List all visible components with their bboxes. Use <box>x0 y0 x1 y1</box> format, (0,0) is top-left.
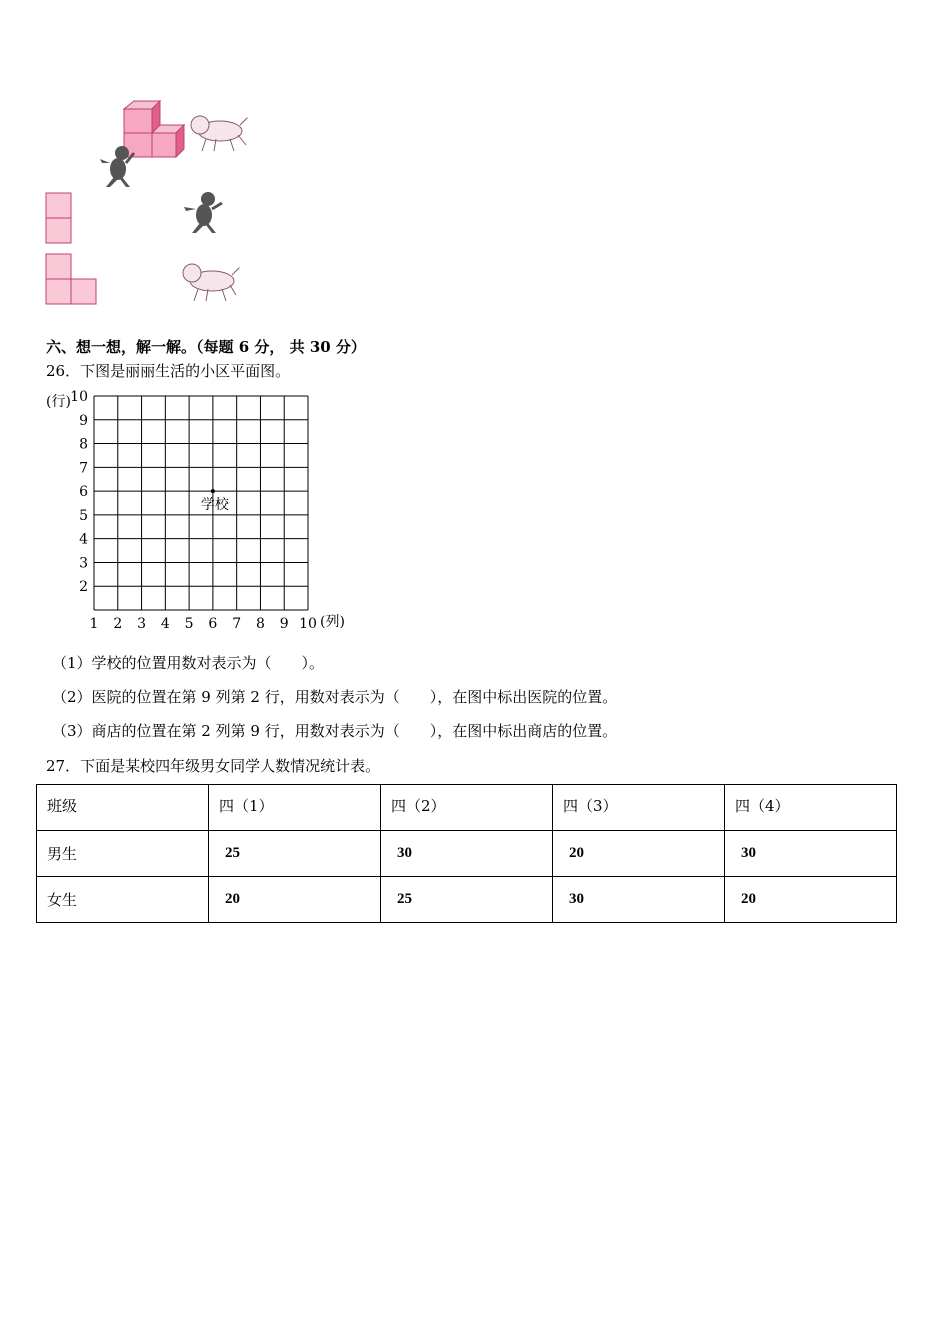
school-point <box>211 489 215 493</box>
table-row <box>37 831 897 877</box>
x-tick-label: 4 <box>160 616 170 632</box>
table-row <box>37 877 897 923</box>
table-cell: 25 <box>381 877 553 923</box>
school-label: 学校 <box>200 497 229 514</box>
row-label: 男生 <box>37 831 209 877</box>
table-cell: 30 <box>725 831 897 877</box>
row-label: 女生 <box>37 877 209 923</box>
q26-sub2: （2）医院的位置在第 9 列第 2 行，用数对表示为（ ），在图中标出医院的位置。 <box>52 688 618 706</box>
y-axis-label: (行) <box>46 394 71 410</box>
header-cell: 四（2） <box>381 785 553 831</box>
y-tick-label: 9 <box>79 412 88 429</box>
x-tick-label: 9 <box>279 616 289 632</box>
front-view-shape <box>46 193 71 243</box>
dog-icon-2 <box>183 264 239 301</box>
x-tick-label: 7 <box>232 616 242 632</box>
y-tick-label: 6 <box>79 484 88 501</box>
x-tick-label: 1 <box>89 616 99 632</box>
y-tick-label: 10 <box>70 389 88 405</box>
cube-stack <box>124 101 184 157</box>
table-cell: 30 <box>553 877 725 923</box>
header-cell: 四（1） <box>209 785 381 831</box>
x-axis-label: (列) <box>320 614 345 630</box>
x-tick-label: 2 <box>113 616 123 632</box>
table-cell: 20 <box>209 877 381 923</box>
dog-icon <box>191 116 247 151</box>
x-tick-label: 8 <box>255 616 265 632</box>
y-tick-label: 8 <box>79 436 88 453</box>
table-cell: 30 <box>381 831 553 877</box>
table-cell: 20 <box>553 831 725 877</box>
q26-sub1: （1）学校的位置用数对表示为（ ）。 <box>52 654 325 672</box>
q26-title: 26．下图是丽丽生活的小区平面图。 <box>46 362 291 380</box>
y-tick-label: 2 <box>79 579 88 596</box>
section-heading: 六、想一想，解一解。（每题 6 分， 共 30 分） <box>46 338 366 356</box>
x-tick-label: 6 <box>208 616 218 632</box>
monkey-icon-2 <box>184 192 222 233</box>
header-cell: 四（3） <box>553 785 725 831</box>
side-view-shape <box>46 254 96 304</box>
y-tick-label: 7 <box>79 460 88 477</box>
q26-sub3: （3）商店的位置在第 2 列第 9 行，用数对表示为（ ），在图中标出商店的位置。 <box>52 722 618 740</box>
community-grid-map <box>40 388 360 638</box>
table-cell: 25 <box>209 831 381 877</box>
three-view-figure <box>40 95 260 310</box>
gender-stats-table <box>36 784 897 923</box>
y-tick-label: 3 <box>79 555 88 572</box>
y-tick-label: 4 <box>79 531 88 548</box>
x-tick-label: 3 <box>137 616 147 632</box>
table-header-row <box>37 785 897 831</box>
x-tick-label: 10 <box>299 616 317 632</box>
header-cell: 班级 <box>37 785 209 831</box>
x-tick-label: 5 <box>184 616 194 632</box>
monkey-icon <box>100 146 134 187</box>
header-cell: 四（4） <box>725 785 897 831</box>
table-cell: 20 <box>725 877 897 923</box>
y-tick-label: 5 <box>79 507 88 524</box>
q27-title: 27．下面是某校四年级男女同学人数情况统计表。 <box>46 757 381 775</box>
